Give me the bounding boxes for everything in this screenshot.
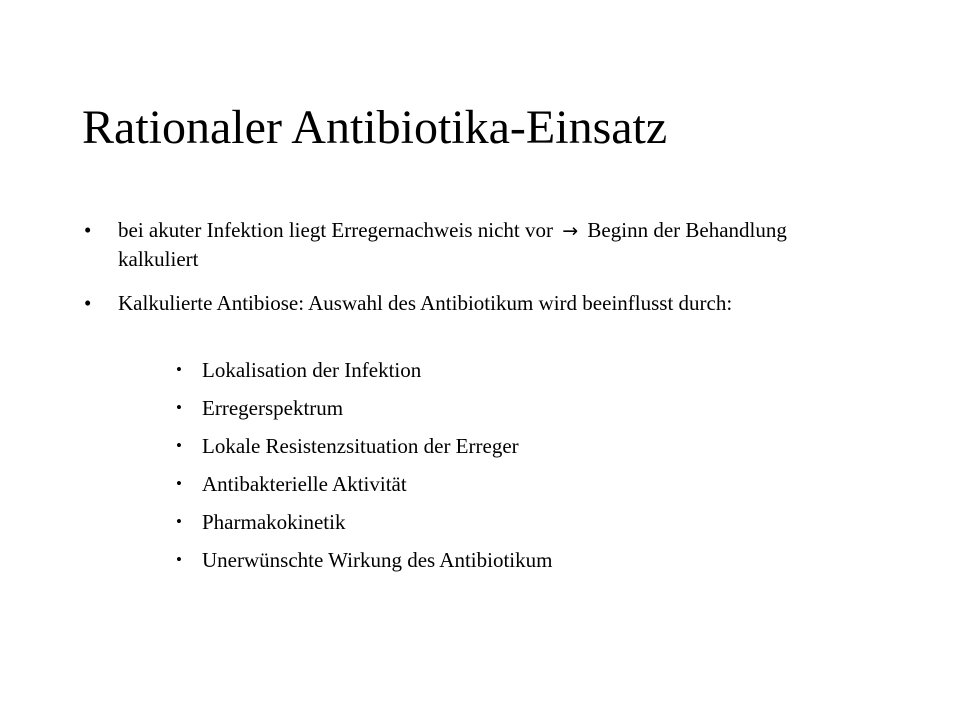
bullet-text-before: bei akuter Infektion liegt Erregernachweis nicht vor [118,218,553,242]
bullet-item [84,216,864,273]
sub-bullet-item [176,470,776,498]
right-arrow-icon: → [562,220,579,242]
bullet-icon: • [176,474,182,493]
sub-bullet-text: Lokale Resistenzsituation der Erreger [202,434,519,458]
bullet-list [84,216,864,333]
sub-bullet-text: Pharmakokinetik [202,510,346,534]
sub-bullet-item [176,356,776,384]
sub-bullet-text: Unerwünschte Wirkung des Antibiotikum [202,548,553,572]
bullet-icon: • [84,291,92,315]
sub-bullet-item [176,508,776,536]
bullet-item [84,289,864,317]
bullet-text-after: Beginn der Behandlung kalkuliert [118,218,787,271]
sub-bullet-item [176,394,776,422]
bullet-icon: • [176,360,182,379]
sub-bullet-item [176,432,776,460]
sub-bullet-text: Lokalisation der Infektion [202,358,422,382]
bullet-icon: • [176,550,182,569]
bullet-icon: • [176,436,182,455]
slide-title: Rationaler Antibiotika-Einsatz [82,101,668,154]
bullet-text: Kalkulierte Antibiose: Auswahl des Antibiotikum wird beeinflusst durch: [118,291,733,315]
sub-bullet-text: Antibakterielle Aktivität [202,472,407,496]
sub-bullet-list [176,356,776,584]
sub-bullet-text: Erregerspektrum [202,396,344,420]
bullet-icon: • [176,398,182,417]
bullet-icon: • [84,218,92,242]
bullet-icon: • [176,512,182,531]
sub-bullet-item [176,546,776,574]
